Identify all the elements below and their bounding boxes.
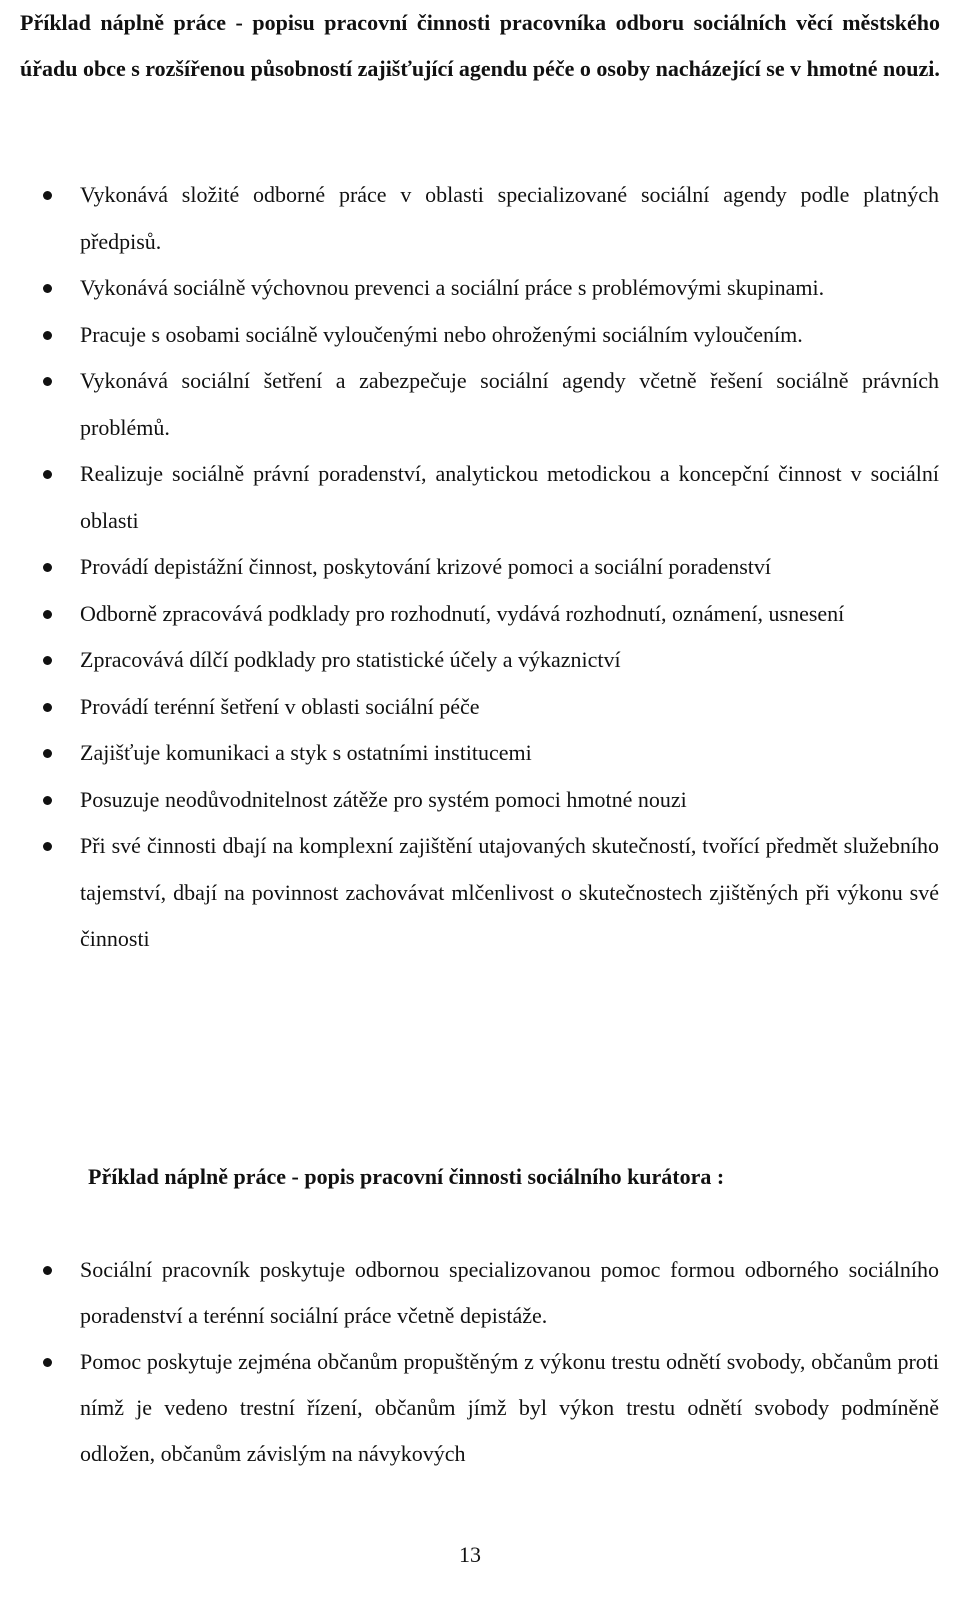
list-item-text: Provádí depistážní činnost, poskytování krizové pomoci a sociální poradenství [80, 554, 772, 579]
list-item-text: Odborně zpracovává podklady pro rozhodnutí, vydává rozhodnutí, oznámení, usnesení [80, 600, 845, 626]
list-item-text: Realizuje sociálně právní poradenství, analytickou metodickou a koncepční činnost v sociální oblasti [80, 461, 939, 533]
bullet-icon [43, 1358, 52, 1367]
list-item-text: Sociální pracovník poskytuje odbornou specializovanou pomoc formou odborného sociálního poradenství a terénní sociální práce včetně depistáže. [80, 1257, 939, 1328]
list-item [0, 637, 960, 684]
bullet-icon [43, 1266, 52, 1275]
bullet-icon [43, 656, 52, 665]
bullet-icon [43, 842, 52, 851]
intro-heading: Příklad náplně práce - popisu pracovní činnosti pracovníka odboru sociálních věcí městského úřadu obce s rozšířenou působností zajišťující agendu péče o osoby nacházející se v hmotné nouzi. [20, 10, 940, 81]
list-item [0, 1247, 960, 1339]
duties-list [0, 172, 960, 963]
bullet-icon [43, 796, 52, 805]
bullet-icon [43, 284, 52, 293]
bullet-icon [43, 749, 52, 758]
list-item [0, 265, 960, 312]
list-item [0, 1339, 960, 1477]
list-item-text: Zpracovává dílčí podklady pro statistické účely a výkaznictví [80, 647, 621, 672]
curator-duties-list [0, 1247, 960, 1477]
list-item [0, 172, 960, 265]
list-item-text: Posuzuje neodůvodnitelnost zátěže pro systém pomoci hmotné nouzi [80, 786, 687, 812]
list-item-text: Vykonává sociálně výchovnou prevenci a sociální práce s problémovými skupinami. [80, 275, 825, 300]
list-item-text: Vykonává složité odborné práce v oblasti specializované sociální agendy podle platných předpisů. [80, 182, 939, 254]
list-item [0, 312, 960, 359]
list-item [0, 451, 960, 544]
bullet-icon [43, 191, 52, 200]
curator-section-heading: Příklad náplně práce - popis pracovní činnosti sociálního kurátora : [88, 1164, 725, 1189]
list-item [0, 777, 960, 824]
list-item [0, 684, 960, 731]
list-item [0, 591, 960, 638]
list-item [0, 823, 960, 963]
bullet-icon [43, 377, 52, 386]
list-item [0, 544, 960, 591]
list-item [0, 730, 960, 777]
list-item-text: Pracuje s osobami sociálně vyloučenými nebo ohroženými sociálním vyloučením. [80, 321, 803, 347]
list-item-text: Pomoc poskytuje zejména občanům propuštěným z výkonu trestu odnětí svobody, občanům proti nímž je vedeno trestní řízení, občanům jímž byl výkon trestu odnětí svobody podmíněně odložen, občanům závislým na návykových [80, 1349, 939, 1466]
page-number: 13 [459, 1542, 481, 1567]
bullet-icon [43, 610, 52, 619]
list-item-text: Při své činnosti dbají na komplexní zajištění utajovaných skutečností, tvořící předmět služebního tajemství, dbají na povinnost zachovávat mlčenlivost o skutečnostech zjištěných při výkonu své činnosti [80, 833, 939, 951]
list-item-text: Zajišťuje komunikaci a styk s ostatními institucemi [80, 740, 532, 765]
list-item-text: Provádí terénní šetření v oblasti sociální péče [80, 693, 480, 719]
bullet-icon [43, 703, 52, 712]
list-item-text: Vykonává sociální šetření a zabezpečuje sociální agendy včetně řešení sociálně právních problémů. [80, 368, 939, 440]
bullet-icon [43, 470, 52, 479]
bullet-icon [43, 563, 52, 572]
list-item [0, 358, 960, 451]
bullet-icon [43, 331, 52, 340]
